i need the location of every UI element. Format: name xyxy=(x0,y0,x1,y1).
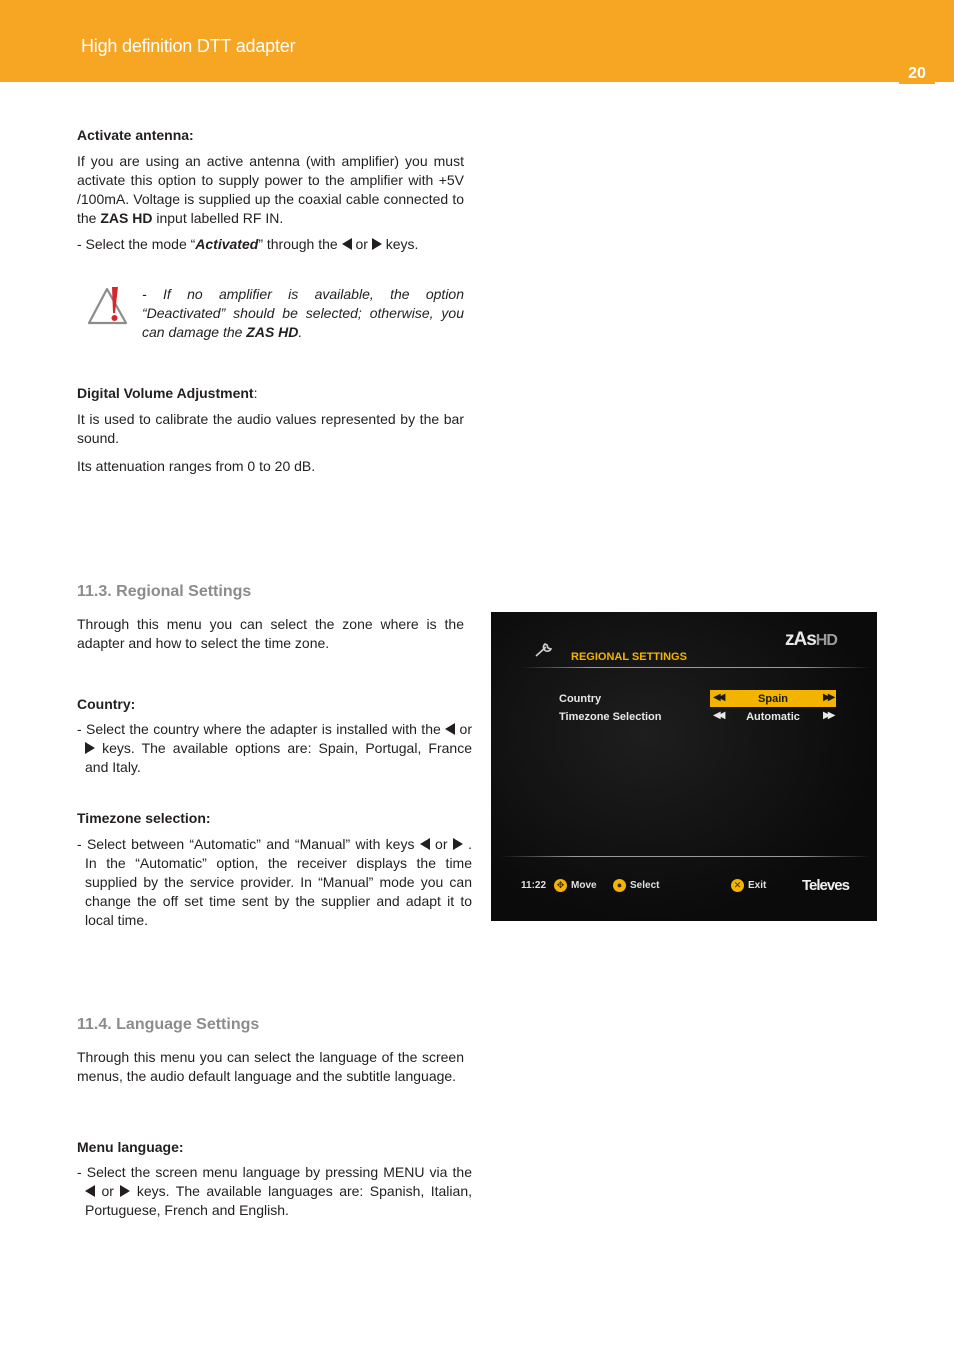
right-arrow-key-icon xyxy=(453,838,463,850)
timezone-heading: Timezone selection: xyxy=(77,810,211,826)
tv-country-value: Spain xyxy=(758,693,788,705)
warning-triangle-icon xyxy=(87,286,133,326)
language-settings-title: 11.4. Language Settings xyxy=(77,1016,260,1033)
activate-antenna-heading: Activate antenna: xyxy=(77,127,194,143)
right-arrow-key-icon xyxy=(85,742,95,754)
regional-settings-intro: Through this menu you can select the zone where is the adapter and how to select the time zone. xyxy=(77,616,464,651)
tv-menu-title: REGIONAL SETTINGS xyxy=(571,651,687,663)
tv-country-label: Country xyxy=(559,693,602,705)
wrench-icon xyxy=(533,640,557,660)
left-arrow-key-icon xyxy=(342,238,352,250)
televes-logo: Televes xyxy=(802,877,849,894)
tv-move-label: Move xyxy=(571,880,597,891)
tv-bottom-divider xyxy=(501,856,871,857)
right-arrow-key-icon xyxy=(120,1185,130,1197)
zas-hd-logo: zAsHD xyxy=(785,629,837,650)
tv-top-divider xyxy=(521,667,871,668)
left-arrow-key-icon xyxy=(420,838,430,850)
timezone-paragraph: - Select between “Automatic” and “Manual” with keys or . In the “Automatic” option, the receiver displays the time supplied by the service provider. In “Manual” mode you can change the off set time sent by the supplier and adapt it to local time. xyxy=(77,836,472,928)
activate-antenna-paragraph: If you are using an active antenna (with amplifier) you must activate this option to supply power to the amplifier with +5V /100mA. Voltage is supplied up the coaxial cable connected to the ZAS HD input labelled RF IN. xyxy=(77,153,464,226)
menu-language-heading: Menu language: xyxy=(77,1139,184,1155)
tv-timezone-value: Automatic xyxy=(746,711,800,723)
select-button-icon: ● xyxy=(613,879,626,892)
tv-left-arrows-icon: ◀◀ xyxy=(713,692,723,703)
digital-volume-paragraph: It is used to calibrate the audio values represented by the bar sound. xyxy=(77,411,464,446)
tv-exit-label: Exit xyxy=(748,880,767,891)
tv-right-arrows-icon: ▶▶ xyxy=(823,692,833,703)
right-arrow-key-icon xyxy=(372,238,382,250)
warning-note: - If no amplifier is available, the option “Deactivated” should be selected; otherwise, you can damage the ZAS HD. xyxy=(142,286,464,340)
regional-settings-title: 11.3. Regional Settings xyxy=(77,583,252,600)
tv-left-arrows-icon: ◀◀ xyxy=(713,710,723,721)
country-heading: Country: xyxy=(77,696,136,712)
page-title: High definition DTT adapter xyxy=(81,36,296,56)
tv-select-label: Select xyxy=(630,880,660,891)
country-paragraph: - Select the country where the adapter is installed with the or keys. The available options are: Spain, Portugal, France and Italy. xyxy=(77,721,472,775)
tv-menu-screenshot xyxy=(491,612,877,921)
left-arrow-key-icon xyxy=(445,723,455,735)
digital-volume-heading: Digital Volume Adjustment: xyxy=(77,385,258,401)
digital-volume-range: Its attenuation ranges from 0 to 20 dB. xyxy=(77,458,316,474)
left-arrow-key-icon xyxy=(85,1185,95,1197)
move-button-icon: ✥ xyxy=(554,879,567,892)
exit-button-icon: ✕ xyxy=(731,879,744,892)
tv-clock: 11:22 xyxy=(521,880,547,891)
tv-timezone-label: Timezone Selection xyxy=(559,711,662,723)
activate-antenna-step: - Select the mode “Activated” through the or keys. xyxy=(77,236,419,252)
tv-right-arrows-icon: ▶▶ xyxy=(823,710,833,721)
menu-language-paragraph: - Select the screen menu language by pressing MENU via the or keys. The available languages are: Spanish, Italian, Portuguese, French and English. xyxy=(77,1164,472,1218)
page-number: 20 xyxy=(899,64,935,84)
language-settings-intro: Through this menu you can select the language of the screen menus, the audio default language and the subtitle language. xyxy=(77,1049,464,1084)
